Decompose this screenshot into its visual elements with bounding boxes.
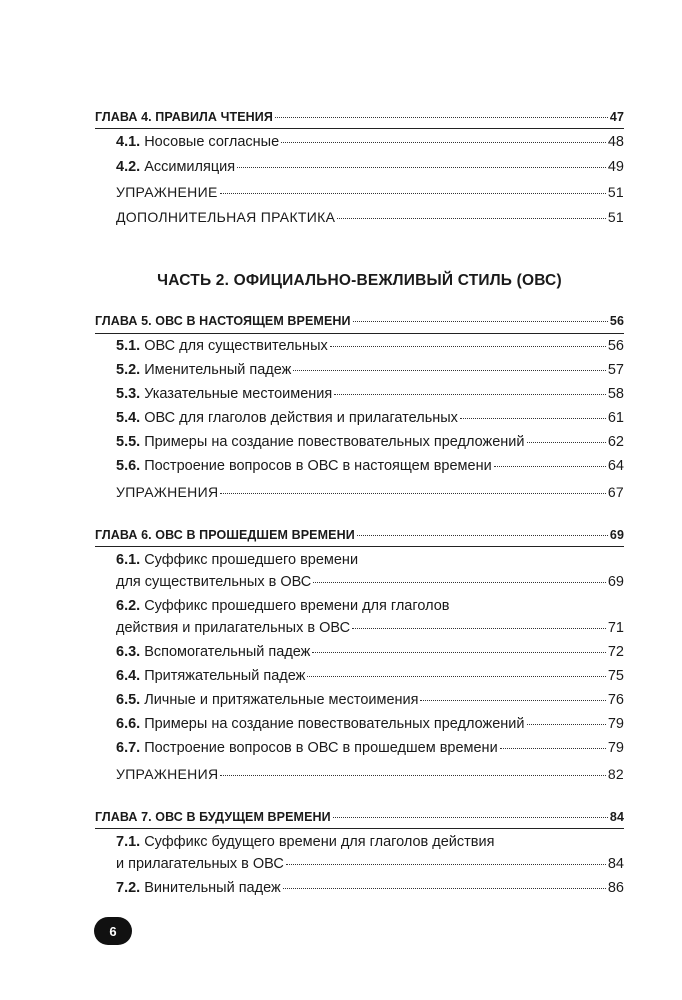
toc-entry-extra-practice[interactable] [116,209,624,225]
page-ref: 71 [607,620,624,636]
entry-number: 4.1. [116,134,141,150]
page-ref: 57 [607,362,624,378]
leader-dots [313,582,606,583]
entry-title: Личные и притяжательные местоимения [144,692,419,708]
leader-dots [352,628,606,629]
leader-dots [220,493,605,494]
leader-dots [527,442,606,443]
leader-dots [527,724,606,725]
toc-entry-5-2[interactable] [116,362,624,378]
chapter-rule [95,128,624,129]
entry-number: 7.2. [116,880,141,896]
leader-dots [330,346,606,347]
toc-entry-5-4[interactable] [116,410,624,426]
entry-number: 7.1. [116,834,141,850]
entry-number: 5.2. [116,362,141,378]
entry-title: УПРАЖНЕНИЯ [116,766,219,782]
leader-dots [337,218,606,219]
leader-dots [307,676,606,677]
entry-number: 6.6. [116,716,141,732]
entry-title: Суффикс прошедшего времени [144,552,359,568]
entry-title: и прилагательных в ОВС [116,856,284,872]
leader-dots [283,888,606,889]
entry-title: Суффикс будущего времени для глаголов действия [144,834,495,850]
leader-dots [420,700,605,701]
toc-entry-4-1[interactable] [116,134,624,150]
toc-entry-exercise[interactable] [116,184,624,200]
part-2-heading: ЧАСТЬ 2. ОФИЦИАЛЬНО-ВЕЖЛИВЫЙ СТИЛЬ (ОВС) [157,272,562,289]
leader-dots [220,193,606,194]
entry-title: Носовые согласные [144,134,280,150]
entry-title: ДОПОЛНИТЕЛЬНАЯ ПРАКТИКА [116,209,336,225]
toc-entry-4-2[interactable] [116,159,624,175]
entry-title: ОВС для глаголов действия и прилагательных [144,410,458,426]
entry-title: Указательные местоимения [144,386,333,402]
leader-dots [460,418,606,419]
page-ref: 82 [607,766,624,782]
entry-title: Ассимиляция [144,159,236,175]
chapter-title: ГЛАВА 5. ОВС В НАСТОЯЩЕМ ВРЕМЕНИ [95,314,351,328]
entry-title: Суффикс прошедшего времени для глаголов [144,598,450,614]
toc-entry-5-5[interactable] [116,434,624,450]
leader-dots [494,466,606,467]
chapter-title: ГЛАВА 4. ПРАВИЛА ЧТЕНИЯ [95,110,273,124]
toc-entry-6-4[interactable] [116,668,624,684]
page-ref: 58 [607,386,624,402]
toc-entry-6-1-line1[interactable] [116,552,624,568]
entry-number: 5.1. [116,338,141,354]
leader-dots [312,652,605,653]
entry-title: Притяжательный падеж [144,668,306,684]
chapter-title: ГЛАВА 6. ОВС В ПРОШЕДШЕМ ВРЕМЕНИ [95,528,355,542]
entry-number: 6.4. [116,668,141,684]
page-ref: 64 [607,458,624,474]
page-ref: 72 [607,644,624,660]
entry-number: 5.5. [116,434,141,450]
page-ref: 62 [607,434,624,450]
leader-dots [293,370,605,371]
leader-dots [357,535,608,536]
chapter-rule [95,828,624,829]
entry-number: 6.1. [116,552,141,568]
toc-entry-exercises[interactable] [116,484,624,500]
entry-number: 5.4. [116,410,141,426]
entry-number: 6.7. [116,740,141,756]
toc-entry-exercises[interactable] [116,766,624,782]
page-ref: 69 [607,574,624,590]
page-ref: 56 [607,338,624,354]
toc-entry-6-2-line1[interactable] [116,598,624,614]
entry-title: для существительных в ОВС [116,574,312,590]
leader-dots [333,817,608,818]
entry-title: УПРАЖНЕНИЯ [116,484,219,500]
toc-entry-6-2-line2[interactable] [116,620,624,636]
page-ref: 56 [609,314,624,328]
entry-title: Вспомогательный падеж [144,644,311,660]
page-ref: 51 [607,184,624,200]
entry-number: 5.3. [116,386,141,402]
entry-number: 4.2. [116,159,141,175]
chapter-5-heading[interactable] [95,314,624,328]
entry-title: ОВС для существительных [144,338,328,354]
leader-dots [353,321,608,322]
toc-entry-7-1-line1[interactable] [116,834,624,850]
page-number-badge: 6 [94,917,132,945]
entry-title: Построение вопросов в ОВС в настоящем времени [144,458,492,474]
entry-number: 6.5. [116,692,141,708]
entry-title: Примеры на создание повествовательных предложений [144,434,525,450]
page-ref: 75 [607,668,624,684]
page-ref: 67 [607,484,624,500]
entry-title: Винительный падеж [144,880,281,896]
leader-dots [275,117,608,118]
page-ref: 86 [607,880,624,896]
toc-entry-6-6[interactable] [116,716,624,732]
chapter-title: ГЛАВА 7. ОВС В БУДУЩЕМ ВРЕМЕНИ [95,810,331,824]
page-ref: 61 [607,410,624,426]
page-ref: 79 [607,716,624,732]
toc-entry-5-3[interactable] [116,386,624,402]
toc-entry-6-1-line2[interactable] [116,574,624,590]
toc-entry-5-1[interactable] [116,338,624,354]
page-ref: 84 [607,856,624,872]
page-ref: 84 [609,810,624,824]
page-ref: 51 [607,209,624,225]
entry-title: Именительный падеж [144,362,292,378]
leader-dots [220,775,605,776]
leader-dots [237,167,606,168]
toc-entry-6-5[interactable] [116,692,624,708]
page-ref: 47 [609,110,624,124]
leader-dots [281,142,606,143]
entry-title: УПРАЖНЕНИЕ [116,184,218,200]
chapter-rule [95,546,624,547]
leader-dots [334,394,606,395]
chapter-7-heading[interactable] [95,810,624,824]
page-ref: 49 [607,159,624,175]
entry-number: 5.6. [116,458,141,474]
toc-entry-7-1-line2[interactable] [116,856,624,872]
chapter-4-heading[interactable] [95,110,624,124]
entry-title: действия и прилагательных в ОВС [116,620,351,636]
page-ref: 69 [609,528,624,542]
toc-entry-5-6[interactable] [116,458,624,474]
chapter-rule [95,333,624,334]
leader-dots [500,748,606,749]
leader-dots [286,864,606,865]
page-ref: 48 [607,134,624,150]
page-ref: 79 [607,740,624,756]
toc-entry-6-7[interactable] [116,740,624,756]
entry-title: Построение вопросов в ОВС в прошедшем времени [144,740,498,756]
entry-title: Примеры на создание повествовательных предложений [144,716,525,732]
page-ref: 76 [607,692,624,708]
entry-number: 6.2. [116,598,141,614]
chapter-6-heading[interactable] [95,528,624,542]
toc-entry-6-3[interactable] [116,644,624,660]
toc-entry-7-2[interactable] [116,880,624,896]
entry-number: 6.3. [116,644,141,660]
